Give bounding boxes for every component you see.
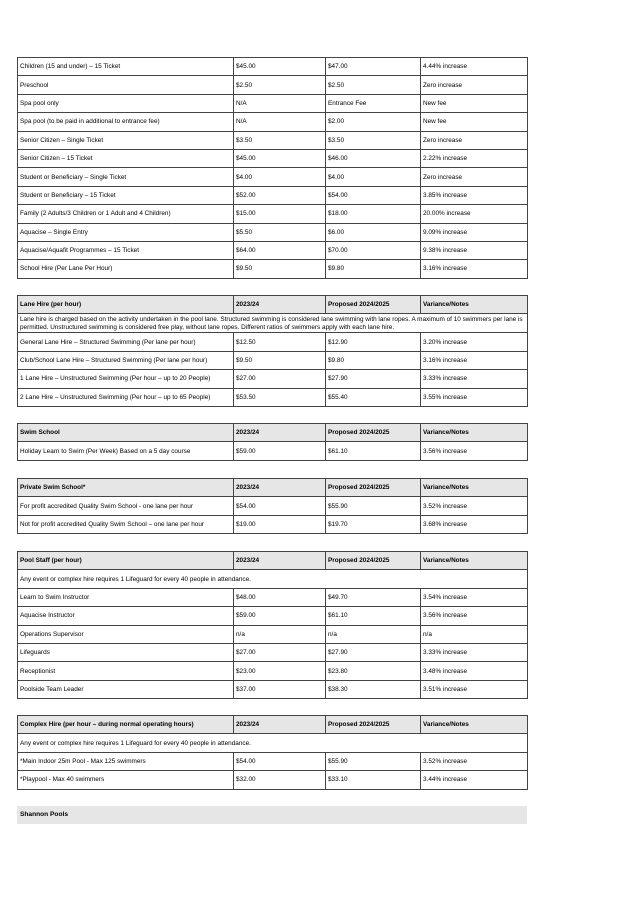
variance-cell: New fee (421, 113, 528, 131)
item-cell: Holiday Learn to Swim (Per Week) Based on a 5 day course (18, 442, 234, 460)
table-row (18, 662, 528, 680)
table-note-row (18, 734, 528, 752)
price-proposed-cell: $46.00 (326, 149, 421, 167)
variance-cell: 3.55% increase (421, 388, 528, 406)
header-cell: 2023/24 (234, 552, 326, 570)
table-row (18, 186, 528, 204)
header-cell: 2023/24 (234, 716, 326, 734)
price-2023-24-cell: $53.50 (234, 388, 326, 406)
table-row (18, 771, 528, 789)
table-row (18, 58, 528, 76)
table-note-row (18, 314, 528, 333)
variance-cell: 3.44% increase (421, 771, 528, 789)
price-proposed-cell: $3.50 (326, 131, 421, 149)
table-row (18, 149, 528, 167)
table-row (18, 752, 528, 770)
price-2023-24-cell: $37.00 (234, 680, 326, 698)
price-2023-24-cell: $9.50 (234, 260, 326, 278)
price-2023-24-cell: $19.00 (234, 515, 326, 533)
header-cell: Variance/Notes (421, 424, 528, 442)
header-cell: Proposed 2024/2025 (326, 424, 421, 442)
pool-staff-table (17, 551, 528, 699)
table-note-row (18, 570, 528, 588)
variance-cell: Zero increase (421, 168, 528, 186)
price-2023-24-cell: $59.00 (234, 607, 326, 625)
variance-cell: 3.54% increase (421, 588, 528, 606)
header-cell: Variance/Notes (421, 716, 528, 734)
variance-cell: 3.52% increase (421, 752, 528, 770)
variance-cell: 3.33% increase (421, 643, 528, 661)
price-2023-24-cell: $54.00 (234, 752, 326, 770)
price-2023-24-cell: $5.50 (234, 223, 326, 241)
private-swim-school-table (17, 478, 528, 534)
price-2023-24-cell: $3.50 (234, 131, 326, 149)
header-cell: Private Swim School* (18, 479, 234, 497)
table-row (18, 333, 528, 351)
variance-cell: 3.20% increase (421, 333, 528, 351)
item-cell: Family (2 Adults/3 Children or 1 Adult and 4 Children) (18, 205, 234, 223)
item-cell: Operations Supervisor (18, 625, 234, 643)
price-2023-24-cell: $12.50 (234, 333, 326, 351)
table-header-row (18, 716, 528, 734)
item-cell: Senior Citizen – 15 Ticket (18, 149, 234, 167)
header-cell: 2023/24 (234, 424, 326, 442)
item-cell: Spa pool (to be paid in additional to entrance fee) (18, 113, 234, 131)
table-row (18, 76, 528, 94)
price-proposed-cell: $33.10 (326, 771, 421, 789)
header-cell: Proposed 2024/2025 (326, 716, 421, 734)
table-row (18, 625, 528, 643)
table-row (18, 388, 528, 406)
price-proposed-cell: $55.90 (326, 752, 421, 770)
price-2023-24-cell: $15.00 (234, 205, 326, 223)
entry-prices-table (17, 57, 528, 279)
table-row (18, 113, 528, 131)
item-cell: Club/School Lane Hire – Structured Swimming (Per lane per hour) (18, 351, 234, 369)
table-row (18, 131, 528, 149)
complex-hire-table (17, 715, 528, 790)
variance-cell: 3.16% increase (421, 351, 528, 369)
header-cell: Variance/Notes (421, 296, 528, 314)
price-2023-24-cell: $48.00 (234, 588, 326, 606)
item-cell: *Main Indoor 25m Pool - Max 125 swimmers (18, 752, 234, 770)
table-row (18, 588, 528, 606)
header-cell: Proposed 2024/2025 (326, 479, 421, 497)
item-cell: Preschool (18, 76, 234, 94)
price-proposed-cell: $27.90 (326, 643, 421, 661)
item-cell: *Playpool - Max 40 swimmers (18, 771, 234, 789)
variance-cell: New fee (421, 94, 528, 112)
swim-school-table (17, 423, 528, 461)
item-cell: Learn to Swim Instructor (18, 588, 234, 606)
table-row (18, 515, 528, 533)
item-cell: Student or Beneficiary – Single Ticket (18, 168, 234, 186)
item-cell: Not for profit accredited Quality Swim School – one lane per hour (18, 515, 234, 533)
price-proposed-cell: $2.00 (326, 113, 421, 131)
price-2023-24-cell: $59.00 (234, 442, 326, 460)
item-cell: Spa pool only (18, 94, 234, 112)
variance-cell: Zero increase (421, 131, 528, 149)
variance-cell: 3.48% increase (421, 662, 528, 680)
variance-cell: 3.16% increase (421, 260, 528, 278)
header-cell: Swim School (18, 424, 234, 442)
price-2023-24-cell: $27.00 (234, 643, 326, 661)
price-proposed-cell: $70.00 (326, 241, 421, 259)
header-cell: 2023/24 (234, 479, 326, 497)
note-cell: Lane hire is charged based on the activity undertaken in the pool lane. Structured swimming is considered lane swimming with lane ropes. A maximum of 10 swimmers per lane is permitted. Unstructured swimming is considered free play, without lane ropes. Different ratios of swimmers apply with each lane hire. (18, 314, 528, 333)
table-row (18, 260, 528, 278)
table-row (18, 442, 528, 460)
header-cell: Lane Hire (per hour) (18, 296, 234, 314)
section-heading-shannon-pools: Shannon Pools (17, 806, 527, 824)
header-cell: Variance/Notes (421, 479, 528, 497)
price-proposed-cell: $61.10 (326, 607, 421, 625)
price-proposed-cell: $18.00 (326, 205, 421, 223)
price-proposed-cell: Entrance Fee (326, 94, 421, 112)
table-row (18, 241, 528, 259)
variance-cell: 4.44% increase (421, 58, 528, 76)
variance-cell: 3.85% increase (421, 186, 528, 204)
item-cell: Receptionist (18, 662, 234, 680)
table-row (18, 370, 528, 388)
variance-cell: 20.00% increase (421, 205, 528, 223)
price-2023-24-cell: N/A (234, 94, 326, 112)
table-row (18, 351, 528, 369)
variance-cell: 3.56% increase (421, 607, 528, 625)
table-row (18, 497, 528, 515)
price-proposed-cell: $2.50 (326, 76, 421, 94)
price-2023-24-cell: $45.00 (234, 149, 326, 167)
price-2023-24-cell: $64.00 (234, 241, 326, 259)
header-cell: Proposed 2024/2025 (326, 552, 421, 570)
item-cell: 2 Lane Hire – Unstructured Swimming (Per hour – up to 65 People) (18, 388, 234, 406)
price-2023-24-cell: n/a (234, 625, 326, 643)
note-cell: Any event or complex hire requires 1 Lifeguard for every 40 people in attendance. (18, 734, 528, 752)
item-cell: Aquacise – Single Entry (18, 223, 234, 241)
variance-cell: 3.51% increase (421, 680, 528, 698)
table-header-row (18, 296, 528, 314)
table-row (18, 223, 528, 241)
price-proposed-cell: n/a (326, 625, 421, 643)
header-cell: 2023/24 (234, 296, 326, 314)
item-cell: 1 Lane Hire – Unstructured Swimming (Per hour – up to 20 People) (18, 370, 234, 388)
price-2023-24-cell: $32.00 (234, 771, 326, 789)
item-cell: For profit accredited Quality Swim School - one lane per hour (18, 497, 234, 515)
table-row (18, 205, 528, 223)
lane-hire-table (17, 295, 528, 407)
price-proposed-cell: $23.80 (326, 662, 421, 680)
price-proposed-cell: $38.30 (326, 680, 421, 698)
table-header-row (18, 552, 528, 570)
variance-cell: 3.33% increase (421, 370, 528, 388)
price-proposed-cell: $27.90 (326, 370, 421, 388)
price-2023-24-cell: $4.00 (234, 168, 326, 186)
item-cell: Student or Beneficiary – 15 Ticket (18, 186, 234, 204)
table-row (18, 643, 528, 661)
price-proposed-cell: $55.90 (326, 497, 421, 515)
price-2023-24-cell: N/A (234, 113, 326, 131)
header-cell: Pool Staff (per hour) (18, 552, 234, 570)
price-proposed-cell: $4.00 (326, 168, 421, 186)
price-proposed-cell: $9.80 (326, 351, 421, 369)
table-row (18, 94, 528, 112)
price-2023-24-cell: $45.00 (234, 58, 326, 76)
note-cell: Any event or complex hire requires 1 Lifeguard for every 40 people in attendance. (18, 570, 528, 588)
item-cell: School Hire (Per Lane Per Hour) (18, 260, 234, 278)
price-proposed-cell: $49.70 (326, 588, 421, 606)
price-2023-24-cell: $9.50 (234, 351, 326, 369)
header-cell: Variance/Notes (421, 552, 528, 570)
variance-cell: 3.52% increase (421, 497, 528, 515)
variance-cell: Zero increase (421, 76, 528, 94)
price-2023-24-cell: $2.50 (234, 76, 326, 94)
price-proposed-cell: $6.00 (326, 223, 421, 241)
variance-cell: 3.68% increase (421, 515, 528, 533)
item-cell: Lifeguards (18, 643, 234, 661)
table-row (18, 607, 528, 625)
variance-cell: 2.22% increase (421, 149, 528, 167)
table-row (18, 680, 528, 698)
item-cell: Aquacise Instructor (18, 607, 234, 625)
price-proposed-cell: $12.90 (326, 333, 421, 351)
price-proposed-cell: $55.40 (326, 388, 421, 406)
item-cell: Poolside Team Leader (18, 680, 234, 698)
price-2023-24-cell: $52.00 (234, 186, 326, 204)
price-2023-24-cell: $27.00 (234, 370, 326, 388)
price-2023-24-cell: $23.00 (234, 662, 326, 680)
item-cell: General Lane Hire – Structured Swimming (Per lane per hour) (18, 333, 234, 351)
header-cell: Proposed 2024/2025 (326, 296, 421, 314)
price-proposed-cell: $47.00 (326, 58, 421, 76)
price-proposed-cell: $54.00 (326, 186, 421, 204)
item-cell: Aquacise/Aquafit Programmes – 15 Ticket (18, 241, 234, 259)
table-header-row (18, 424, 528, 442)
variance-cell: 9.09% increase (421, 223, 528, 241)
variance-cell: 3.56% increase (421, 442, 528, 460)
item-cell: Senior Citizen – Single Ticket (18, 131, 234, 149)
variance-cell: 9.38% increase (421, 241, 528, 259)
price-proposed-cell: $19.70 (326, 515, 421, 533)
price-proposed-cell: $61.10 (326, 442, 421, 460)
table-row (18, 168, 528, 186)
table-header-row (18, 479, 528, 497)
header-cell: Complex Hire (per hour – during normal operating hours) (18, 716, 234, 734)
item-cell: Children (15 and under) – 15 Ticket (18, 58, 234, 76)
price-proposed-cell: $9.80 (326, 260, 421, 278)
variance-cell: n/a (421, 625, 528, 643)
price-2023-24-cell: $54.00 (234, 497, 326, 515)
